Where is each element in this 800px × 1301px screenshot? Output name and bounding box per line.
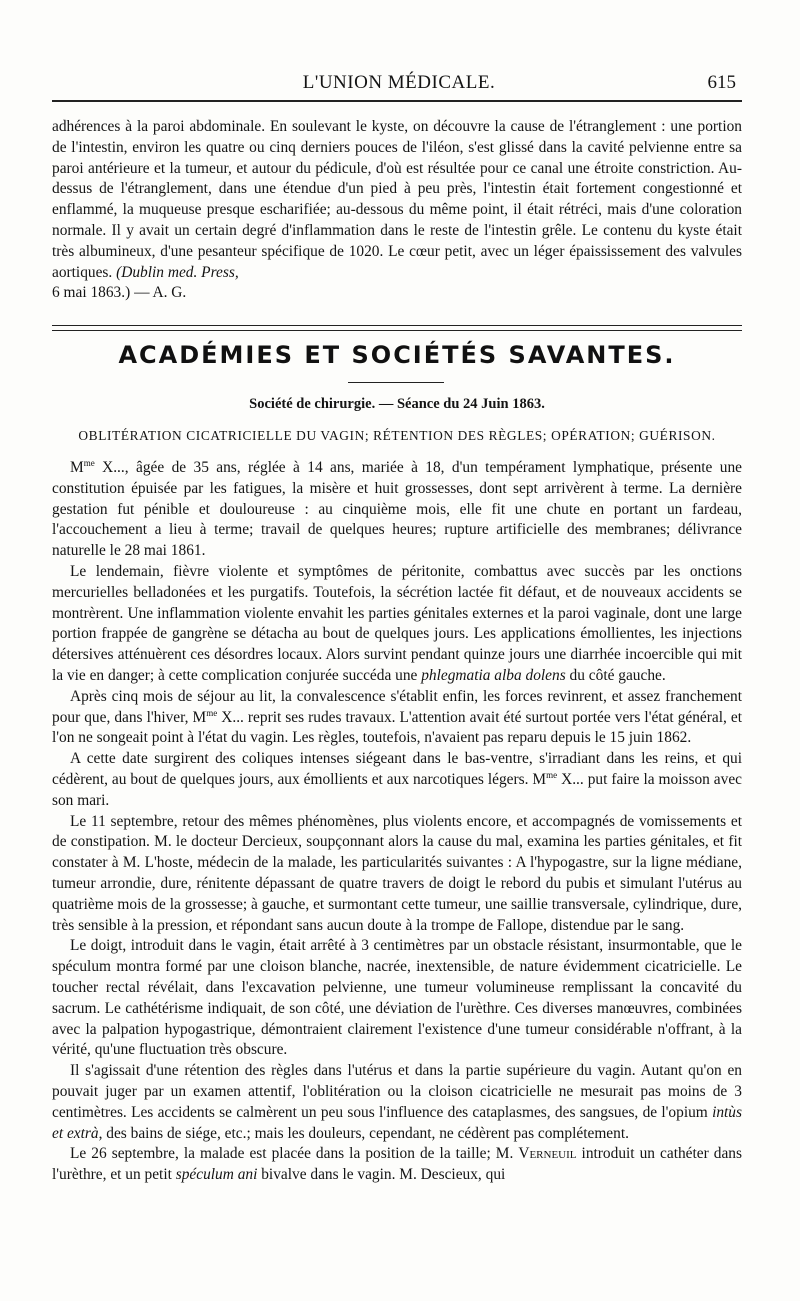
- intro-citation: (Dublin med. Press,: [116, 263, 239, 281]
- p8-text-b: introduit un cathéter dans l'urèthre, et un petit: [52, 1145, 742, 1184]
- society-name: Société de chirurgie.: [249, 396, 376, 412]
- intro-paragraph: [52, 117, 742, 304]
- p3-sup: me: [206, 707, 218, 718]
- p1-text-a: M: [70, 459, 84, 476]
- p1-text-b: X..., âgée de 35 ans, réglée à 14 ans, mariée à 18, d'un tempérament lymphatique, présente une constitution épuisée par les fatigues, la misère et huit grossesses, dont sept arrivèrent à terme. La dernière gestation fut pénible et douloureuse : au cinquième mois, elle fit une chute en portant un fardeau, l'accouchement a lieu à terme; travail de quelques heures; rupture artificielle des membranes; délivrance naturelle le 28 mai 1861.: [52, 459, 742, 560]
- paragraph-3: [52, 687, 742, 749]
- p8-text-a: Le 26 septembre, la malade est placée dans la position de la taille; M.: [70, 1145, 519, 1163]
- title-underline: [348, 382, 444, 383]
- intro-text-block: [52, 117, 742, 304]
- paragraph-6: Le doigt, introduit dans le vagin, était arrêté à 3 centimètres par un obstacle résistant, insurmontable, que le spéculum montra formé par une cloison blanche, nacrée, inextensible, de nature évidemment cicatricielle. Le toucher rectal révélait, dans l'excavation pelvienne, une tumeur volumineuse remplissant la concavité du sacrum. Le cathétérisme indiquait, de son côté, une déviation de l'urèthre. Ces diverses manœuvres, combinées avec la palpation hypogastrique, démontraient clairement l'existence d'une tumeur considérable n'offrant, à la vérité, qu'une fluctuation très obscure.: [52, 937, 742, 1059]
- p8-text-c: bivalve dans le vagin. M. Descieux, qui: [257, 1166, 506, 1184]
- paragraph-8: [52, 1144, 742, 1186]
- paragraph-1: [52, 458, 742, 562]
- page-header: [56, 72, 742, 100]
- paragraph-2: [52, 562, 742, 687]
- p2-italic: phlegmatia alba dolens: [421, 666, 566, 684]
- p4-text-b: X... put faire la moisson avec son mari.: [52, 770, 742, 809]
- section-divider: [52, 325, 742, 331]
- p8-smallcaps-name: Verneuil: [518, 1145, 577, 1163]
- p7-text-a: Il s'agissait d'une rétention des règles dans l'utérus et dans la partie supérieure du vagin. Autant qu'on en pouvait juger par un examen attentif, l'oblitération ou la cloison cicatricielle ne mesurait pas moins de 3 centimètres. Les accidents se calmèrent un peu sous l'influence des cataplasmes, des sangsues, de l'opium: [52, 1062, 742, 1121]
- session-date: — Séance du 24 Juin 1863.: [375, 396, 545, 412]
- paragraph-7: [52, 1061, 742, 1144]
- p2-text-a: Le lendemain, fièvre violente et symptômes de péritonite, combattus avec succès par les onctions mercurielles belladonées et les purgatifs. Toutefois, la sécrétion lactée fit défaut, et de nouveaux accidents se montrèrent. Une inflammation violente envahit les parties génitales externes et la paroi vaginale, dont une large portion frappée de gangrène se détacha au bout de quelques jours. Les applications émollientes, les injections détersives atténuèrent ces désordres locaux. Alors survint pendant quinze jours une diarrhée incoercible qui mit la vie en danger; à cette complication conjurée succéda une: [52, 562, 742, 684]
- running-title: L'UNION MÉDICALE.: [302, 72, 496, 93]
- p4-sup: me: [546, 769, 558, 780]
- p1-sup: me: [83, 458, 95, 468]
- society-heading: [52, 396, 742, 413]
- case-report-body: [52, 458, 742, 1186]
- case-title: OBLITÉRATION CICATRICIELLE DU VAGIN; RÉTENTION DES RÈGLES; OPÉRATION; GUÉRISON.: [78, 428, 716, 443]
- header-rule: [52, 100, 742, 102]
- p7-italic: intùs et extrà: [52, 1103, 742, 1142]
- p7-text-b: , des bains de siége, etc.; mais les douleurs, cependant, ne cédèrent pas complétement.: [98, 1124, 629, 1142]
- intro-paragraph-text: adhérences à la paroi abdominale. En soulevant le kyste, on découvre la cause de l'étranglement : une portion de l'intestin, environ les quatre ou cinq derniers pouces de l'iléon, s'est glissé dans la cavité pelvienne entre sa paroi antérieure et la tumeur, et autour du pédicule, d'où est résultée pour ce canal une étroite constriction. Au-dessus de l'étranglement, dans une étendue d'un pied à peu près, l'intestin était fortement congestionné et enflammé, la muqueuse presque escharifiée; au-dessous du même point, il était rétréci, mais d'une coloration normale. Il y avait un certain degré d'inflammation dans le reste de l'intestin grêle. Le contenu du kyste était très albumineux, d'une pesanteur spécifique de 1020. Le cœur petit, avec un léger épaississement des valvules aortiques.: [52, 118, 742, 281]
- section-title: ACADÉMIES ET SOCIÉTÉS SAVANTES.: [118, 341, 676, 369]
- p4-text-a: A cette date surgirent des coliques intenses siégeant dans le bas-ventre, s'irradiant dans les reins, et qui cédèrent, au bout de quelques jours, aux émollients et aux narcotiques légers. M: [52, 750, 742, 788]
- paragraph-4: [52, 749, 742, 811]
- p3-text-a: Après cinq mois de séjour au lit, la convalescence s'établit enfin, les forces revinrent, et assez franchement pour que, dans l'hiver, M: [52, 687, 742, 726]
- page-number: 615: [707, 72, 736, 93]
- p2-text-b: du côté gauche.: [565, 666, 666, 684]
- paragraph-5: Le 11 septembre, retour des mêmes phénomènes, plus violents encore, et accompagnés de vomissements et de constipation. M. le docteur Dercieux, soupçonnant alors la cause du mal, examina les parties génitales, et fit constater à M. L'hoste, médecin de la malade, les particularités suivantes : A l'hypogastre, sur la ligne médiane, tumeur arrondie, dure, rénitente dépassant de quatre travers de doigt le rebord du pubis et simulant l'utérus au quatrième mois de la grossesse; à gauche, et surmontant cette tumeur, une saillie transversale, cylindrique, dure, très sensible à la pression, et répondant sans aucun doute à la trompe de Fallope, distendue par le sang.: [52, 812, 742, 934]
- p8-italic: spéculum ani: [175, 1166, 258, 1184]
- intro-citation-end: 6 mai 1863.) — A. G.: [52, 284, 187, 302]
- p3-text-b: X... reprit ses rudes travaux. L'attention avait été surtout portée vers l'état général, et l'on ne songeait point à l'état du vagin. Les règles, toutefois, n'avaient pas reparu depuis le 15 juin 1862.: [52, 708, 742, 747]
